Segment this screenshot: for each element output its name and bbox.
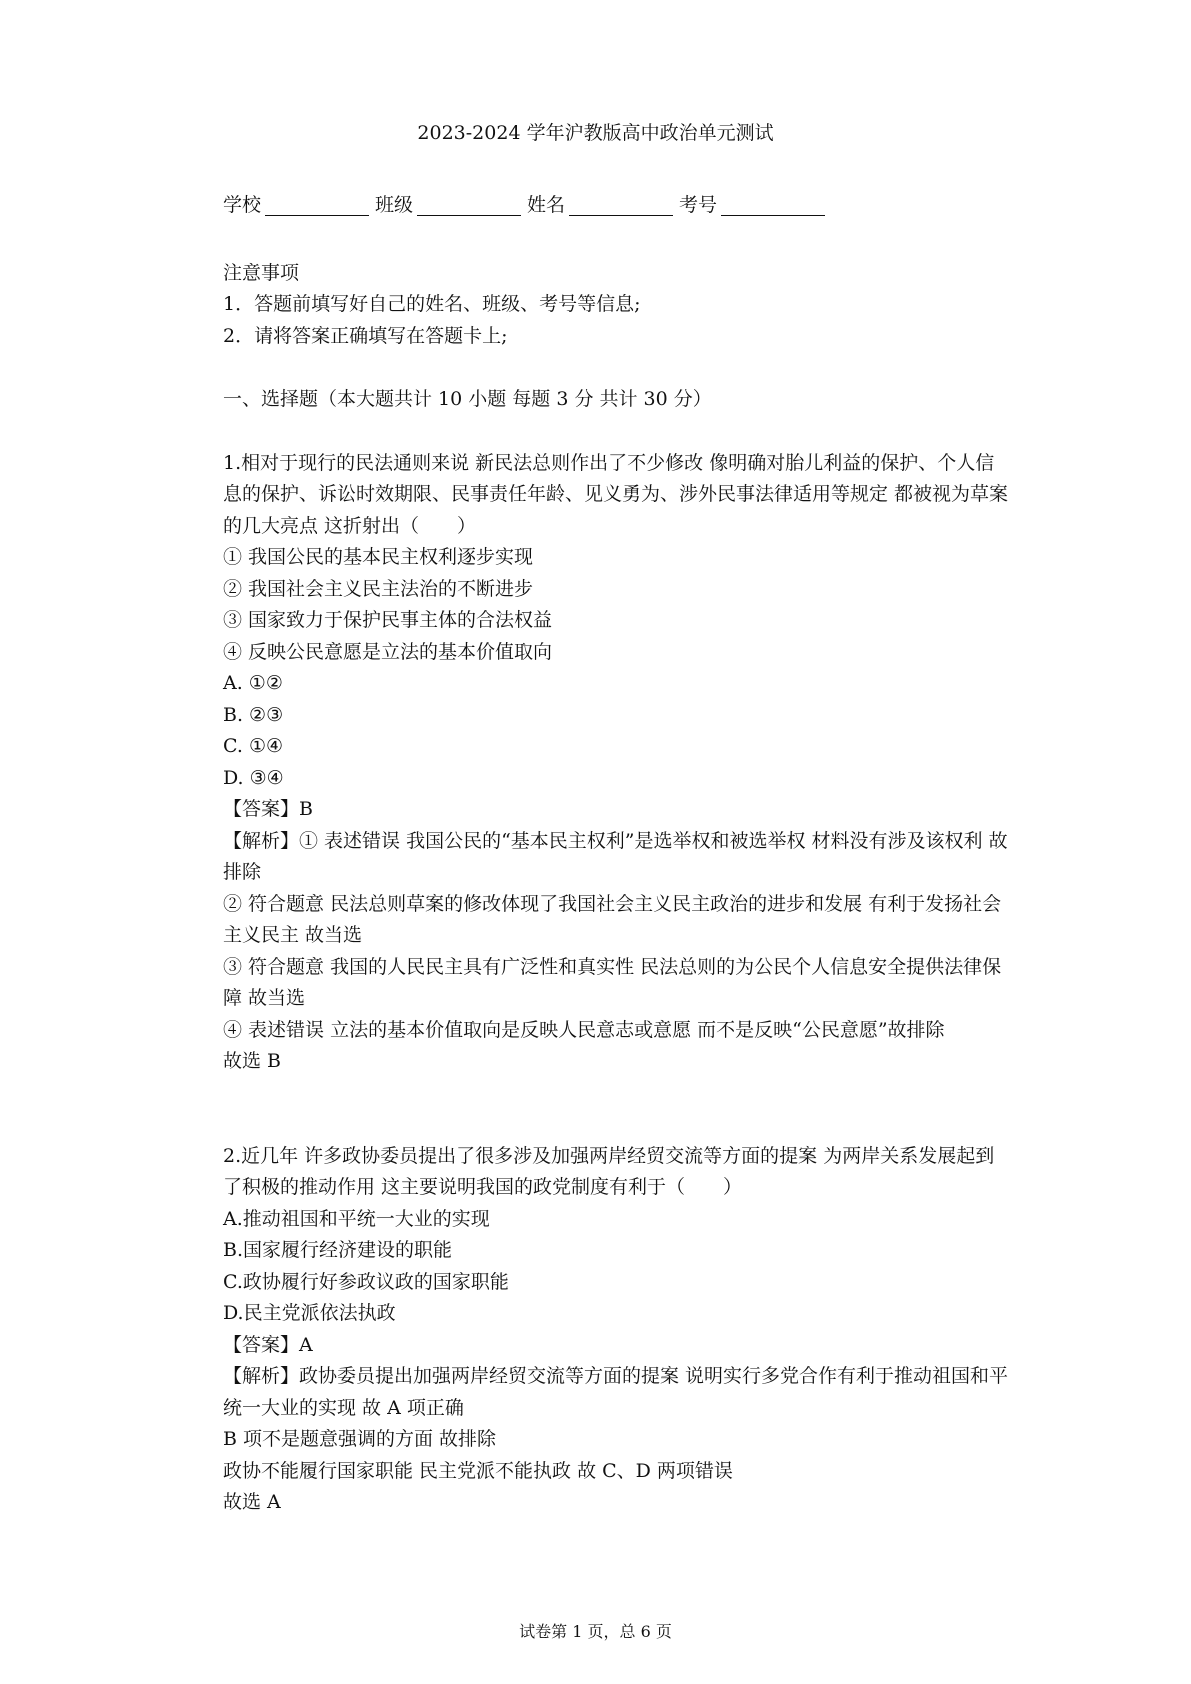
option-c: C. ①④ xyxy=(223,735,284,757)
option-d: D. ③④ xyxy=(223,766,284,789)
notice-item: 1．答题前填写好自己的姓名、班级、考号等信息; xyxy=(223,293,641,315)
answer: 【答案】A xyxy=(223,1333,313,1356)
info-label-exam-number: 考号 xyxy=(679,194,718,216)
info-label-name: 姓名 xyxy=(527,194,566,216)
analysis-line: 【解析】政协委员提出加强两岸经贸交流等方面的提案 说明实行多党合作有利于推动祖国和平统一大业的实现 故 A 项正确 xyxy=(223,1365,1009,1419)
statement: ② 我国社会主义民主法治的不断进步 xyxy=(223,577,534,600)
option-d: D.民主党派依法执政 xyxy=(223,1302,396,1324)
analysis-line: ③ 符合题意 我国的人民民主具有广泛性和真实性 民法总则的为公民个人信息安全提供法律保障 故当选 xyxy=(223,955,1002,1009)
statement: ① 我国公民的基本民主权利逐步实现 xyxy=(223,546,534,568)
school-blank[interactable] xyxy=(265,195,369,216)
analysis-line: B 项不是题意强调的方面 故排除 xyxy=(223,1428,497,1450)
option-a: A.推动祖国和平统一大业的实现 xyxy=(223,1207,490,1230)
question-stem: 2.近几年 许多政协委员提出了很多涉及加强两岸经贸交流等方面的提案 为两岸关系发展起到了积极的推动作用 这主要说明我国的政党制度有利于（ ） xyxy=(223,1144,995,1198)
student-info-row xyxy=(223,190,1013,222)
option-c: C.政协履行好参政议政的国家职能 xyxy=(223,1270,509,1293)
analysis-line: 政协不能履行国家职能 民主党派不能执政 故 C、D 两项错误 xyxy=(223,1459,733,1482)
question-spacer xyxy=(223,1078,1013,1141)
analysis-line: 【解析】① 表述错误 我国公民的“基本民主权利”是选举权和被选举权 材料没有涉及该权利 故排除 xyxy=(223,829,1008,883)
analysis-line: 故选 B xyxy=(223,1050,282,1072)
statement: ③ 国家致力于保护民事主体的合法权益 xyxy=(223,609,553,631)
question-1 xyxy=(223,448,1013,1078)
option-b: B.国家履行经济建设的职能 xyxy=(223,1239,453,1261)
question-2 xyxy=(223,1141,1013,1519)
page-title: 2023-2024 学年沪教版高中政治单元测试 xyxy=(417,122,774,144)
option-a: A. ①② xyxy=(223,672,283,694)
analysis-line: ② 符合题意 民法总则草案的修改体现了我国社会主义民主政治的进步和发展 有利于发扬社会主义民主 故当选 xyxy=(223,892,1002,946)
document-body xyxy=(223,190,1013,1519)
notice-block xyxy=(223,258,1013,353)
info-label-school: 学校 xyxy=(223,194,262,216)
notice-item: 2．请将答案正确填写在答题卡上; xyxy=(223,324,508,347)
question-stem: 1.相对于现行的民法通则来说 新民法总则作出了不少修改 像明确对胎儿利益的保护、个人信息的保护、诉讼时效期限、民事责任年龄、见义勇为、涉外民事法律适用等规定 都被视为草案的几大亮点 这折射出（ ） xyxy=(223,451,1009,537)
notice-heading: 注意事项 xyxy=(223,261,300,284)
name-blank[interactable] xyxy=(569,195,673,216)
option-b: B. ②③ xyxy=(223,703,284,726)
exam-number-blank[interactable] xyxy=(721,195,825,216)
info-label-class: 班级 xyxy=(375,194,414,216)
section-heading: 一、选择题（本大题共计 10 小题 每题 3 分 共计 30 分） xyxy=(223,388,712,410)
analysis-line: ④ 表述错误 立法的基本价值取向是反映人民意志或意愿 而不是反映“公民意愿”故排除 xyxy=(223,1018,945,1041)
page-footer: 试卷第 1 页，总 6 页 xyxy=(519,1622,672,1641)
class-blank[interactable] xyxy=(417,195,521,216)
statement: ④ 反映公民意愿是立法的基本价值取向 xyxy=(223,640,553,663)
answer: 【答案】B xyxy=(223,798,313,820)
analysis-line: 故选 A xyxy=(223,1491,281,1513)
